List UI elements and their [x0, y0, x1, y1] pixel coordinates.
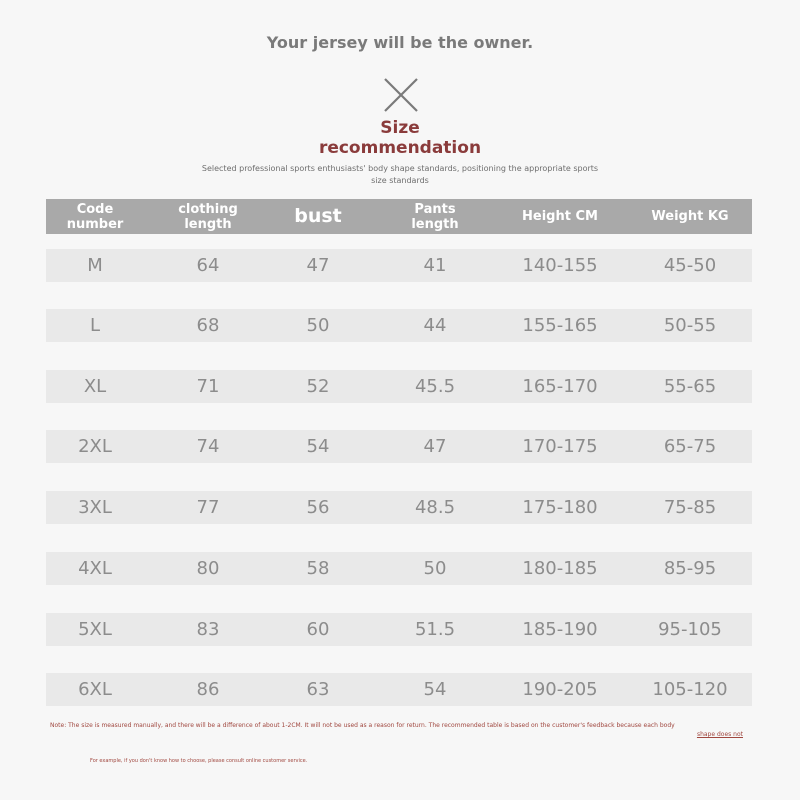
subtitle: [170, 163, 630, 187]
cell-code: 2XL: [78, 436, 112, 457]
measurement-note: [50, 721, 755, 739]
cell-clothing-length: 74: [196, 436, 220, 457]
cell-code: 4XL: [78, 558, 112, 579]
cell-weight: 55-65: [663, 376, 717, 397]
cell-weight: 105-120: [652, 679, 728, 700]
cell-code: 3XL: [78, 497, 112, 518]
header-height: Height CM: [522, 209, 598, 224]
cell-height: 175-180: [522, 497, 598, 518]
cell-clothing-length: 83: [196, 619, 220, 640]
cell-clothing-length: 68: [196, 315, 220, 336]
cell-pants-length: 48.5: [414, 497, 456, 518]
cell-pants-length: 54: [423, 679, 447, 700]
cell-pants-length: 50: [423, 558, 447, 579]
headline: Your jersey will be the owner.: [266, 33, 534, 52]
header-clothing-length: clothing length: [178, 201, 238, 232]
header-weight: Weight KG: [651, 209, 729, 224]
cell-code: XL: [83, 376, 107, 397]
cell-bust: 63: [306, 679, 330, 700]
cell-code: L: [89, 315, 101, 336]
cell-clothing-length: 64: [196, 255, 220, 276]
customer-service-note: For example, if you don't know how to choose, please consult online customer service.: [90, 758, 308, 764]
table-row: [46, 552, 752, 585]
cell-pants-length: 47: [423, 436, 447, 457]
header-bust: bust: [294, 205, 342, 227]
cell-code: M: [87, 255, 103, 276]
cell-bust: 58: [306, 558, 330, 579]
x-icon: [383, 78, 419, 112]
cell-code: 6XL: [78, 679, 112, 700]
cell-pants-length: 51.5: [414, 619, 456, 640]
cell-clothing-length: 77: [196, 497, 220, 518]
table-row: [46, 491, 752, 524]
cell-bust: 54: [306, 436, 330, 457]
note-line-2: shape does not: [696, 731, 743, 738]
cell-bust: 47: [306, 255, 330, 276]
table-row: [46, 430, 752, 463]
cell-weight: 95-105: [658, 619, 722, 640]
cell-pants-length: 45.5: [414, 376, 456, 397]
cell-clothing-length: 80: [196, 558, 220, 579]
cell-height: 190-205: [522, 679, 598, 700]
cell-weight: 65-75: [663, 436, 717, 457]
cell-weight: 50-55: [663, 315, 717, 336]
cell-height: 170-175: [522, 436, 598, 457]
subtitle-line-2: size standards: [371, 176, 429, 185]
page-title: [0, 118, 800, 158]
title-line-1: Size: [380, 118, 420, 138]
cell-bust: 56: [306, 497, 330, 518]
cell-bust: 52: [306, 376, 330, 397]
cell-code: 5XL: [78, 619, 112, 640]
cell-pants-length: 41: [423, 255, 447, 276]
table-row: [46, 249, 752, 282]
title-line-2: recommendation: [318, 138, 482, 158]
note-line-1: Note: The size is measured manually, and there will be a difference of about 1-2CM. It will not be used as a reason for return. The recommended table is based on the customer's feedback because each body: [50, 722, 675, 729]
cell-bust: 50: [306, 315, 330, 336]
cell-clothing-length: 71: [196, 376, 220, 397]
cell-height: 180-185: [522, 558, 598, 579]
cell-clothing-length: 86: [196, 679, 220, 700]
cell-height: 155-165: [522, 315, 598, 336]
cell-weight: 75-85: [663, 497, 717, 518]
cell-height: 140-155: [522, 255, 598, 276]
cell-height: 165-170: [522, 376, 598, 397]
table-row: [46, 613, 752, 646]
cell-weight: 85-95: [663, 558, 717, 579]
cell-height: 185-190: [522, 619, 598, 640]
cell-bust: 60: [306, 619, 330, 640]
header-code-number: Code number: [66, 201, 124, 232]
cell-weight: 45-50: [663, 255, 717, 276]
table-row: [46, 673, 752, 706]
subtitle-line-1: Selected professional sports enthusiasts' body shape standards, positioning the appropriate sports: [201, 164, 599, 173]
table-row: [46, 370, 752, 403]
table-header: [46, 199, 752, 234]
header-pants-length: Pants length: [411, 201, 459, 232]
table-row: [46, 309, 752, 342]
cell-pants-length: 44: [423, 315, 447, 336]
